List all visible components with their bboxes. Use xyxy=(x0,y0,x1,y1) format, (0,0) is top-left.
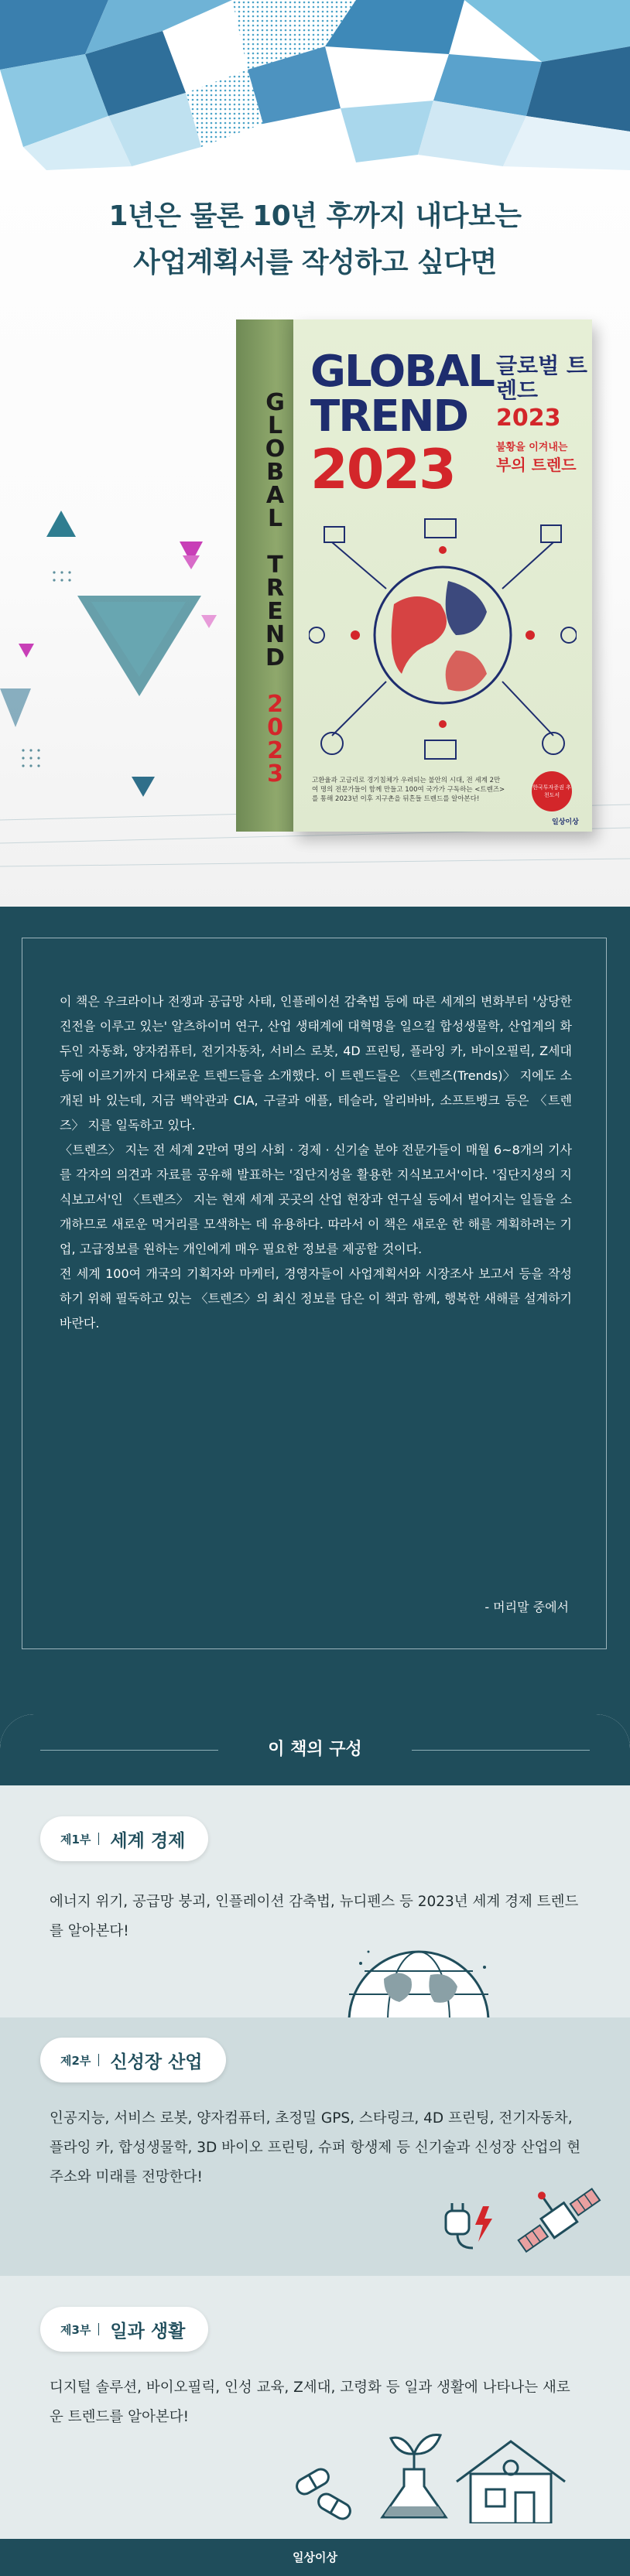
cover-publisher-logo: 일상이상 xyxy=(552,818,579,826)
part-label-pill xyxy=(40,2307,208,2352)
cover-title-year: 2023 xyxy=(310,438,455,501)
part-separator xyxy=(98,1833,99,1845)
part-number: 제1부 xyxy=(60,1832,91,1847)
cover-blurb: 고환율과 고금리로 경기침체가 우려되는 불안의 시대, 전 세계 2만여 명의 전문가들이 함께 만들고 100여 국가가 구독하는 <트렌즈>를 통해 2023년 이후 지구촌을 뒤흔들 트렌드를 알아본다! xyxy=(312,777,505,803)
intro-frame xyxy=(22,938,607,1649)
part-title: 신성장 산업 xyxy=(110,2052,203,2072)
hero-section xyxy=(0,0,630,907)
toc-part-2 xyxy=(0,2017,630,2276)
part-title: 일과 생활 xyxy=(110,2321,186,2342)
cover-title-global: GLOBAL xyxy=(310,347,494,397)
hero-headline-line1: 1년은 물론 10년 후까지 내다보는 xyxy=(108,200,522,232)
intro-signature: - 머리말 중에서 xyxy=(484,1600,569,1614)
toc-panel xyxy=(0,1714,630,2539)
cover-badge: 한국투자증권 추천도서 xyxy=(532,771,572,811)
hero-cube-pattern xyxy=(0,0,630,170)
hero-headline-line2: 사업계획서를 작성하고 싶다면 xyxy=(133,247,497,278)
book-front-cover xyxy=(293,319,592,832)
book-spine xyxy=(236,319,293,832)
cover-illustration xyxy=(309,511,577,767)
book-cover-image xyxy=(236,319,592,832)
flask-plant-icon xyxy=(371,2423,457,2523)
publisher-logo: 일상이상 xyxy=(293,2550,337,2564)
cover-tagline-big: 부의 트렌드 xyxy=(496,456,577,474)
intro-paragraph: 이 책은 우크라이나 전쟁과 공급망 사태, 인플레이션 감축법 등에 따른 세계의 변화부터 '상당한 진전을 이루고 있는' 알츠하이머 연구, 산업 생태계에 대혁명을 일으킬 합성생물학, 산업계의 화두인 자동화, 양자컴퓨터, 전기자동차, 서비스 로봇, 4D 프린팅, 플라잉 카, 바이오필릭, Z세대 등에 이르기까지 다채로운 트렌드들을 소개했다. 이 트렌드들은 〈트렌즈(Trends)〉 지에도 소개된 바 있는데, 지금 백악관과 CIA, 구글과 애플, 테슬라, 알리바바, 소프트뱅크 등은 〈트렌즈〉 지를 일독하고 있다. xyxy=(60,994,572,1133)
intro-paragraph: 전 세계 100여 개국의 기획자와 마케터, 경영자들이 사업계획서와 시장조사 보고서 등을 작성하기 위해 필독하고 있는 〈트렌즈〉의 최신 정보를 담은 이 책과 함께, 행복한 새해를 설계하기 바란다. xyxy=(60,1266,572,1331)
toc-part-3 xyxy=(0,2276,630,2539)
part-separator xyxy=(98,2054,99,2066)
globe-icon xyxy=(337,1940,500,2017)
toc-divider-right xyxy=(412,1750,590,1751)
footer xyxy=(0,2539,630,2576)
part-description: 인공지능, 서비스 로봇, 양자컴퓨터, 초정밀 GPS, 스타링크, 4D 프린팅, 전기자동차, 플라잉 카, 합성생물학, 3D 바이오 프린팅, 슈퍼 항생제 등 신기술과 신성장 산업의 현주소와 미래를 전망한다! xyxy=(50,2110,581,2185)
part-number: 제3부 xyxy=(60,2322,91,2337)
house-icon xyxy=(449,2435,573,2523)
plug-icon xyxy=(438,2200,500,2254)
intro-paragraph: 〈트렌즈〉 지는 전 세계 2만여 명의 사회 · 경제 · 신기술 분야 전문가들이 매월 6~8개의 기사를 각자의 의견과 자료를 공유해 발표하는 '집단지성을 활용한 지식보고서'이다. '집단지성의 지식보고서'인 〈트렌즈〉 지는 현재 세계 곳곳의 산업 현장과 연구실 등에서 벌어지는 일들을 소개하므로 새로운 먹거리를 모색하는 데 유용하다. 따라서 이 책은 새로운 한 해를 계획하려는 기업, 고급정보를 원하는 개인에게 매우 필요한 정보를 제공할 것이다. xyxy=(60,1143,572,1256)
cover-tagline-small: 불황을 이겨내는 xyxy=(496,442,568,453)
part-description: 디지털 솔루션, 바이오필릭, 인성 교육, Z세대, 고령화 등 일과 생활에 나타나는 새로운 트렌드를 알아본다! xyxy=(50,2380,570,2425)
part-label-pill xyxy=(40,1816,208,1861)
cover-korean-title: 글로벌 트렌드 xyxy=(496,353,587,403)
part-description: 에너지 위기, 공급망 붕괴, 인플레이션 감축법, 뉴디펜스 등 2023년 세계 경제 트렌드를 알아본다! xyxy=(50,1894,579,1939)
toc-header xyxy=(0,1714,630,1785)
cover-korean-year: 2023 xyxy=(496,405,561,432)
intro-section xyxy=(0,907,630,1686)
intro-text xyxy=(60,989,572,1336)
part-title: 세계 경제 xyxy=(110,1830,186,1851)
pills-icon xyxy=(289,2458,359,2523)
part-separator xyxy=(98,2323,99,2335)
spine-year: 2023 xyxy=(262,691,289,784)
toc-title: 이 책의 구성 xyxy=(268,1740,362,1759)
part-number: 제2부 xyxy=(60,2053,91,2068)
hero-headline xyxy=(0,193,630,286)
toc-section xyxy=(0,1686,630,2576)
satellite-icon xyxy=(514,2177,607,2262)
toc-part-1 xyxy=(0,1785,630,2017)
part-label-pill xyxy=(40,2038,226,2082)
spine-title: GLOBAL TREND xyxy=(262,389,289,691)
cover-title-trend: TREND xyxy=(310,391,467,442)
